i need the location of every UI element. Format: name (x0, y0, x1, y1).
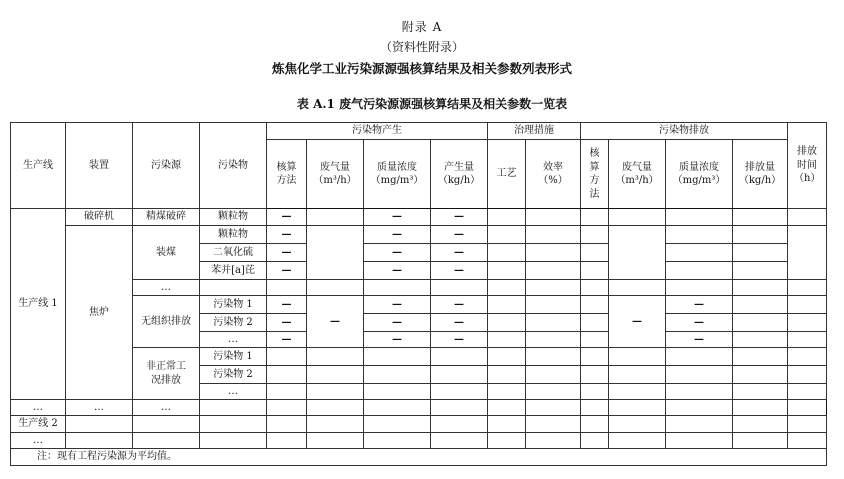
header-device: 装置 (66, 123, 133, 209)
cell (488, 280, 526, 296)
cell (526, 262, 581, 280)
cell (431, 366, 488, 384)
cell (733, 244, 788, 262)
cell (581, 332, 609, 348)
cell (733, 384, 788, 400)
appendix-type: （资料性附录） (379, 40, 464, 54)
cell (200, 280, 267, 296)
cell (788, 226, 827, 280)
cell (666, 262, 733, 280)
cell (488, 400, 526, 416)
cell (307, 280, 364, 296)
cell (788, 296, 827, 314)
cell (307, 366, 364, 384)
table-row (11, 416, 827, 433)
header-generation-method: 核算方法 (267, 140, 307, 209)
source-ellipsis: … (133, 280, 200, 296)
cell (609, 280, 666, 296)
cell (788, 433, 827, 449)
cell (666, 384, 733, 400)
cell (666, 280, 733, 296)
emission-parameters-table (10, 122, 827, 466)
table-header-row (11, 123, 827, 140)
cell (609, 209, 666, 226)
cell (609, 226, 666, 280)
cell (526, 244, 581, 262)
cell-dash: — (364, 209, 431, 226)
cell-dash: — (666, 314, 733, 332)
cell-dash: — (307, 296, 364, 348)
pollutant-ellipsis: … (200, 332, 267, 348)
device-crusher: 破碎机 (66, 209, 133, 226)
cell (364, 348, 431, 366)
cell (581, 280, 609, 296)
cell (307, 400, 364, 416)
cell (431, 384, 488, 400)
pollutant-1: 污染物 1 (200, 296, 267, 314)
cell (733, 314, 788, 332)
cell (581, 366, 609, 384)
cell (733, 332, 788, 348)
production-line-ellipsis: … (11, 433, 66, 449)
source-coal-charging: 装煤 (133, 226, 200, 280)
cell (788, 416, 827, 433)
header-discharge-method: 核算方法 (581, 140, 609, 209)
cell (666, 433, 733, 449)
cell (733, 433, 788, 449)
pollutant-bap: 苯并[a]芘 (200, 262, 267, 280)
cell (526, 280, 581, 296)
cell (488, 209, 526, 226)
cell (133, 433, 200, 449)
pollutant-2: 污染物 2 (200, 314, 267, 332)
device-coke-oven: 焦炉 (66, 226, 133, 400)
production-line-2: 生产线 2 (11, 416, 66, 433)
cell (666, 348, 733, 366)
cell (733, 296, 788, 314)
cell (733, 348, 788, 366)
source-coal-crushing: 精煤破碎 (133, 209, 200, 226)
pollutant-particulate: 颗粒物 (200, 226, 267, 244)
cell-dash: — (431, 332, 488, 348)
cell (788, 314, 827, 332)
cell (609, 348, 666, 366)
header-discharge-amount: 排放量（kg/h） (733, 140, 788, 209)
device-ellipsis: … (11, 400, 66, 416)
cell (609, 384, 666, 400)
cell-dash: — (267, 209, 307, 226)
cell (133, 416, 200, 433)
table-row (11, 348, 827, 366)
header-discharge-group: 污染物排放 (581, 123, 788, 140)
table-row (11, 280, 827, 296)
cell (526, 226, 581, 244)
cell (581, 226, 609, 244)
cell-dash: — (431, 262, 488, 280)
cell (581, 296, 609, 314)
cell (488, 348, 526, 366)
cell (364, 366, 431, 384)
cell (526, 433, 581, 449)
pollutant-1: 污染物 1 (200, 348, 267, 366)
cell (488, 384, 526, 400)
cell (267, 400, 307, 416)
header-generation-amount: 产生量（kg/h） (431, 140, 488, 209)
cell (666, 209, 733, 226)
cell-dash: — (364, 226, 431, 244)
cell (66, 416, 133, 433)
header-pollution-source: 污染源 (133, 123, 200, 209)
cell (66, 433, 133, 449)
cell (526, 384, 581, 400)
cell (488, 296, 526, 314)
cell-dash: — (431, 209, 488, 226)
cell (200, 400, 267, 416)
pollutant-so2: 二氧化硫 (200, 244, 267, 262)
header-production-line: 生产线 (11, 123, 66, 209)
cell (307, 384, 364, 400)
cell (733, 262, 788, 280)
cell (666, 244, 733, 262)
header-discharge-concentration: 质量浓度（mg/m³） (666, 140, 733, 209)
cell (526, 209, 581, 226)
source-fugitive: 无组织排放 (133, 296, 200, 348)
cell (307, 416, 364, 433)
header-generation-flow: 废气量（m³/h） (307, 140, 364, 209)
cell-dash: — (431, 296, 488, 314)
table-note-row (11, 449, 827, 466)
header-treatment-process: 工艺 (488, 140, 526, 209)
cell-dash: — (267, 314, 307, 332)
cell (364, 280, 431, 296)
header-discharge-time: 排放时间（h） (788, 123, 827, 209)
cell (609, 366, 666, 384)
table-row (11, 433, 827, 449)
cell (733, 416, 788, 433)
header-treatment-efficiency: 效率（%） (526, 140, 581, 209)
cell (307, 226, 364, 280)
cell-dash: — (364, 262, 431, 280)
cell (267, 384, 307, 400)
cell (666, 366, 733, 384)
pollutant-2: 污染物 2 (200, 366, 267, 384)
cell (733, 209, 788, 226)
cell (364, 433, 431, 449)
cell (526, 332, 581, 348)
cell-dash: — (666, 296, 733, 314)
cell (364, 416, 431, 433)
cell (488, 314, 526, 332)
table-note: 注：现有工程污染源为平均值。 (11, 449, 827, 466)
cell (267, 280, 307, 296)
cell (307, 433, 364, 449)
cell (488, 433, 526, 449)
cell (488, 244, 526, 262)
cell-dash: — (267, 262, 307, 280)
table-row (11, 226, 827, 244)
appendix-label: 附录 A (401, 20, 443, 34)
cell (267, 433, 307, 449)
pollutant-ellipsis: … (200, 384, 267, 400)
cell (581, 416, 609, 433)
cell-dash: — (431, 226, 488, 244)
cell (488, 332, 526, 348)
cell (267, 366, 307, 384)
cell-dash: — (666, 332, 733, 348)
cell-dash: — (364, 296, 431, 314)
cell-dash: — (431, 244, 488, 262)
cell (581, 400, 609, 416)
cell (364, 384, 431, 400)
cell-dash: — (364, 332, 431, 348)
cell (267, 348, 307, 366)
cell (431, 348, 488, 366)
cell (666, 400, 733, 416)
cell (526, 400, 581, 416)
cell (200, 433, 267, 449)
cell (581, 262, 609, 280)
cell-dash: — (609, 296, 666, 348)
cell (609, 433, 666, 449)
cell (488, 416, 526, 433)
cell (788, 384, 827, 400)
cell (733, 280, 788, 296)
cell (431, 400, 488, 416)
cell-dash: — (431, 314, 488, 332)
cell (526, 314, 581, 332)
cell (200, 416, 267, 433)
cell (307, 348, 364, 366)
cell (581, 384, 609, 400)
cell (526, 416, 581, 433)
cell-dash: — (267, 226, 307, 244)
pollutant-particulate: 颗粒物 (200, 209, 267, 226)
cell (733, 400, 788, 416)
cell (307, 209, 364, 226)
cell (267, 416, 307, 433)
table-row (11, 400, 827, 416)
header-discharge-flow: 废气量（m³/h） (609, 140, 666, 209)
appendix-title: 炼焦化学工业污染源源强核算结果及相关参数列表形式 (271, 61, 572, 76)
cell-dash: — (364, 314, 431, 332)
cell (488, 226, 526, 244)
source-ellipsis: … (66, 400, 133, 416)
cell (581, 244, 609, 262)
cell (788, 280, 827, 296)
cell (581, 314, 609, 332)
cell (431, 433, 488, 449)
cell (581, 348, 609, 366)
table-row (11, 209, 827, 226)
source-abnormal: 非正常工况排放 (133, 348, 200, 400)
cell (666, 226, 733, 244)
cell (581, 209, 609, 226)
cell (788, 348, 827, 366)
cell-dash: — (364, 244, 431, 262)
header-pollutant: 污染物 (200, 123, 267, 209)
cell (526, 348, 581, 366)
header-treatment-group: 治理措施 (488, 123, 581, 140)
cell (609, 400, 666, 416)
cell (788, 209, 827, 226)
cell (609, 416, 666, 433)
cell-dash: — (267, 332, 307, 348)
cell (733, 366, 788, 384)
cell (666, 416, 733, 433)
cell (526, 366, 581, 384)
cell (364, 400, 431, 416)
cell (488, 366, 526, 384)
production-line-1: 生产线 1 (11, 209, 66, 400)
cell (788, 366, 827, 384)
cell (733, 226, 788, 244)
cell (488, 262, 526, 280)
table-title: 表 A.1 废气污染源源强核算结果及相关参数一览表 (296, 97, 568, 111)
cell-dash: — (267, 244, 307, 262)
cell (526, 296, 581, 314)
cell (431, 280, 488, 296)
header-generation-group: 污染物产生 (267, 123, 488, 140)
cell (431, 416, 488, 433)
cell (788, 332, 827, 348)
cell (581, 433, 609, 449)
cell-dash: — (267, 296, 307, 314)
header-generation-concentration: 质量浓度（mg/m³） (364, 140, 431, 209)
pollutant-ellipsis: … (133, 400, 200, 416)
table-row (11, 296, 827, 314)
